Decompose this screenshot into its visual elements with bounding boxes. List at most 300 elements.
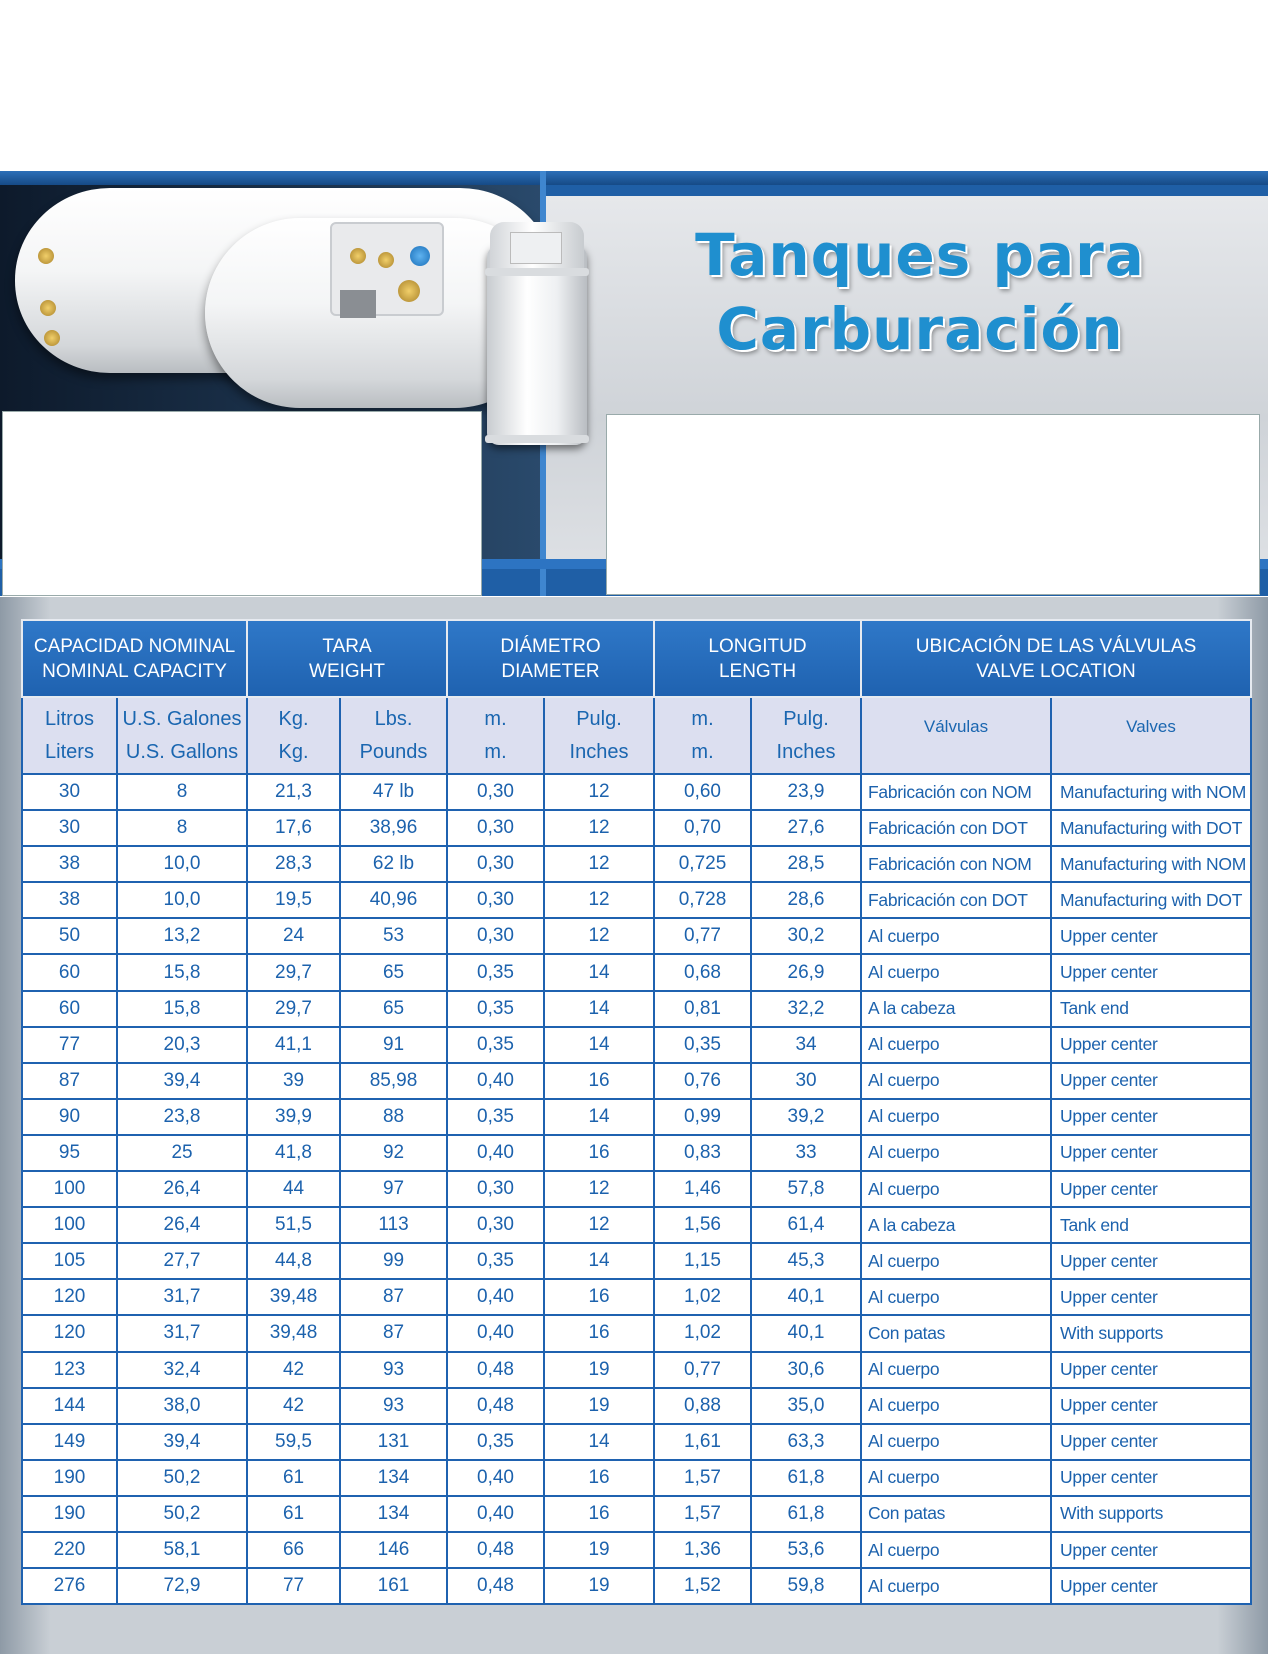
cell-valvulas: Con patas	[861, 1496, 1051, 1532]
brass-fitting-icon	[350, 248, 366, 264]
cell-valvulas: Al cuerpo	[861, 1063, 1051, 1099]
cell-valves: Upper center	[1051, 1171, 1251, 1207]
cell-length-m: 0,35	[654, 1027, 751, 1063]
brass-fitting-icon	[378, 252, 394, 268]
cell-liters: 120	[22, 1315, 117, 1351]
cell-gallons: 13,2	[117, 918, 247, 954]
table-row	[22, 1532, 1251, 1568]
cell-length-m: 1,57	[654, 1496, 751, 1532]
cell-tare-lbs: 131	[340, 1424, 447, 1460]
cell-liters: 38	[22, 846, 117, 882]
cell-length-m: 0,725	[654, 846, 751, 882]
cell-length-inches: 40,1	[751, 1315, 861, 1351]
cell-tare-lbs: 99	[340, 1243, 447, 1279]
group-label-en: DIAMETER	[501, 660, 600, 682]
cell-valves: Manufacturing with NOM	[1051, 846, 1251, 882]
table-row	[22, 882, 1251, 918]
group-label-es: LONGITUD	[708, 635, 807, 657]
cell-tare-lbs: 62 lb	[340, 846, 447, 882]
subheader-pounds	[340, 697, 447, 774]
cell-diameter-m: 0,30	[447, 1171, 544, 1207]
group-label-es: TARA	[322, 635, 372, 657]
cell-valves: Upper center	[1051, 918, 1251, 954]
banner-top-stripe	[0, 171, 1268, 185]
cell-valvulas: Al cuerpo	[861, 1243, 1051, 1279]
cell-liters: 90	[22, 1099, 117, 1135]
cell-gallons: 32,4	[117, 1352, 247, 1388]
brass-fitting-icon	[398, 280, 420, 302]
table-row	[22, 918, 1251, 954]
cell-length-inches: 26,9	[751, 954, 861, 990]
cell-length-inches: 53,6	[751, 1532, 861, 1568]
cell-diameter-m: 0,30	[447, 774, 544, 810]
cell-length-m: 1,02	[654, 1279, 751, 1315]
blank-panel-right	[606, 414, 1260, 595]
cell-tare-kg: 42	[247, 1388, 340, 1424]
cell-diameter-m: 0,40	[447, 1315, 544, 1351]
table-row	[22, 810, 1251, 846]
subheader-es: m.	[691, 707, 714, 730]
group-header-length	[654, 620, 861, 697]
page-title-line-1: Tanques para	[695, 221, 1145, 289]
cylinder-ring	[485, 435, 589, 443]
subheader-es: Kg.	[278, 707, 309, 730]
cell-diameter-m: 0,30	[447, 810, 544, 846]
subheader-en: Liters	[45, 740, 94, 763]
cell-diameter-m: 0,40	[447, 1460, 544, 1496]
cell-length-m: 0,70	[654, 810, 751, 846]
cell-valves: Upper center	[1051, 1460, 1251, 1496]
cell-tare-kg: 39,48	[247, 1279, 340, 1315]
blue-gauge-icon	[410, 246, 430, 266]
table-row	[22, 1568, 1251, 1604]
cell-length-inches: 57,8	[751, 1171, 861, 1207]
brass-fitting-icon	[44, 330, 60, 346]
cell-length-m: 0,68	[654, 954, 751, 990]
cell-tare-lbs: 134	[340, 1496, 447, 1532]
cell-tare-kg: 61	[247, 1496, 340, 1532]
cell-gallons: 26,4	[117, 1171, 247, 1207]
cell-gallons: 15,8	[117, 991, 247, 1027]
cell-length-m: 0,76	[654, 1063, 751, 1099]
subheader-en: Kg.	[278, 740, 309, 763]
cell-tare-kg: 24	[247, 918, 340, 954]
cell-length-m: 1,46	[654, 1171, 751, 1207]
cell-diameter-inches: 16	[544, 1135, 654, 1171]
subheader-length-inches	[751, 697, 861, 774]
cell-tare-kg: 39,48	[247, 1315, 340, 1351]
cell-valvulas: Con patas	[861, 1315, 1051, 1351]
cell-tare-lbs: 146	[340, 1532, 447, 1568]
cell-tare-kg: 29,7	[247, 991, 340, 1027]
cell-diameter-inches: 19	[544, 1388, 654, 1424]
cell-gallons: 39,4	[117, 1063, 247, 1099]
subheader-es: Válvulas	[923, 717, 989, 736]
cell-gallons: 10,0	[117, 846, 247, 882]
cylinder-label-image	[510, 232, 562, 264]
cell-tare-lbs: 88	[340, 1099, 447, 1135]
cell-gallons: 31,7	[117, 1315, 247, 1351]
cell-gallons: 10,0	[117, 882, 247, 918]
cell-valves: Upper center	[1051, 1532, 1251, 1568]
tank-specs-table	[21, 619, 1252, 1605]
cell-diameter-inches: 12	[544, 1207, 654, 1243]
cell-diameter-m: 0,48	[447, 1388, 544, 1424]
cell-valves: Upper center	[1051, 1568, 1251, 1604]
cell-valvulas: Al cuerpo	[861, 954, 1051, 990]
table-row	[22, 1424, 1251, 1460]
cell-tare-kg: 77	[247, 1568, 340, 1604]
cell-valvulas: Al cuerpo	[861, 1279, 1051, 1315]
cell-liters: 149	[22, 1424, 117, 1460]
cell-valvulas: A la cabeza	[861, 991, 1051, 1027]
table-row	[22, 1279, 1251, 1315]
cell-liters: 276	[22, 1568, 117, 1604]
cell-gallons: 26,4	[117, 1207, 247, 1243]
cell-diameter-m: 0,40	[447, 1496, 544, 1532]
cell-valvulas: Al cuerpo	[861, 1171, 1051, 1207]
cell-tare-lbs: 40,96	[340, 882, 447, 918]
cell-diameter-inches: 12	[544, 918, 654, 954]
cell-length-m: 0,88	[654, 1388, 751, 1424]
cell-liters: 95	[22, 1135, 117, 1171]
cell-diameter-inches: 19	[544, 1532, 654, 1568]
table-row	[22, 1135, 1251, 1171]
cell-liters: 50	[22, 918, 117, 954]
table-row	[22, 1207, 1251, 1243]
cell-length-inches: 39,2	[751, 1099, 861, 1135]
cell-valves: Upper center	[1051, 1063, 1251, 1099]
cell-liters: 100	[22, 1171, 117, 1207]
cell-length-inches: 33	[751, 1135, 861, 1171]
subheader-es: m.	[484, 707, 507, 730]
cell-liters: 123	[22, 1352, 117, 1388]
cylinder-ring	[485, 268, 589, 276]
subheader-diameter-m	[447, 697, 544, 774]
cell-valvulas: Al cuerpo	[861, 1352, 1051, 1388]
cell-length-m: 0,728	[654, 882, 751, 918]
table-row	[22, 1063, 1251, 1099]
cell-valvulas: Fabricación con DOT	[861, 882, 1051, 918]
group-header-weight	[247, 620, 447, 697]
page-title-line-2: Carburación	[716, 295, 1124, 363]
cell-gallons: 38,0	[117, 1388, 247, 1424]
group-label-es: DIÁMETRO	[500, 635, 601, 657]
cell-diameter-inches: 14	[544, 1027, 654, 1063]
cell-liters: 220	[22, 1532, 117, 1568]
cell-tare-kg: 44,8	[247, 1243, 340, 1279]
group-label-en: WEIGHT	[309, 660, 386, 682]
cell-length-m: 1,52	[654, 1568, 751, 1604]
cell-length-inches: 63,3	[751, 1424, 861, 1460]
cell-diameter-inches: 16	[544, 1496, 654, 1532]
cell-diameter-m: 0,30	[447, 1207, 544, 1243]
table-body	[22, 774, 1251, 1604]
subheader-liters	[22, 697, 117, 774]
cell-liters: 60	[22, 991, 117, 1027]
cell-valvulas: Al cuerpo	[861, 1027, 1051, 1063]
cell-length-m: 1,56	[654, 1207, 751, 1243]
cell-valves: Upper center	[1051, 1243, 1251, 1279]
cell-tare-lbs: 87	[340, 1315, 447, 1351]
cell-length-inches: 61,8	[751, 1496, 861, 1532]
cell-tare-kg: 66	[247, 1532, 340, 1568]
cell-length-inches: 30,6	[751, 1352, 861, 1388]
cell-diameter-m: 0,35	[447, 1243, 544, 1279]
cell-diameter-m: 0,35	[447, 954, 544, 990]
subheader-es: Valves	[1126, 717, 1176, 736]
cell-tare-kg: 28,3	[247, 846, 340, 882]
cell-liters: 190	[22, 1460, 117, 1496]
subheader-en: U.S. Gallons	[125, 740, 239, 763]
cell-gallons: 8	[117, 774, 247, 810]
cell-tare-kg: 39,9	[247, 1099, 340, 1135]
cell-diameter-m: 0,35	[447, 1027, 544, 1063]
cell-diameter-m: 0,30	[447, 918, 544, 954]
subheader-kg	[247, 697, 340, 774]
cell-diameter-inches: 16	[544, 1063, 654, 1099]
table-row	[22, 991, 1251, 1027]
cell-valvulas: Al cuerpo	[861, 1099, 1051, 1135]
cell-length-m: 0,99	[654, 1099, 751, 1135]
cell-diameter-inches: 16	[544, 1315, 654, 1351]
cell-tare-kg: 42	[247, 1352, 340, 1388]
brass-fitting-icon	[38, 248, 54, 264]
cell-diameter-inches: 12	[544, 1171, 654, 1207]
cell-valves: Manufacturing with NOM	[1051, 774, 1251, 810]
subheader-es: Pulg.	[783, 707, 829, 730]
cell-tare-lbs: 134	[340, 1460, 447, 1496]
group-label-es: CAPACIDAD NOMINAL	[33, 635, 236, 657]
cell-liters: 120	[22, 1279, 117, 1315]
cell-gallons: 72,9	[117, 1568, 247, 1604]
cell-length-inches: 28,6	[751, 882, 861, 918]
cell-length-m: 1,57	[654, 1460, 751, 1496]
cell-liters: 144	[22, 1388, 117, 1424]
table-row	[22, 1099, 1251, 1135]
cell-diameter-m: 0,30	[447, 882, 544, 918]
subheader-diameter-inches	[544, 697, 654, 774]
cell-diameter-m: 0,48	[447, 1532, 544, 1568]
cell-gallons: 15,8	[117, 954, 247, 990]
cell-liters: 38	[22, 882, 117, 918]
cell-liters: 87	[22, 1063, 117, 1099]
cell-diameter-inches: 12	[544, 810, 654, 846]
cell-tare-lbs: 65	[340, 954, 447, 990]
cell-length-inches: 34	[751, 1027, 861, 1063]
group-label-en: LENGTH	[718, 660, 797, 682]
cell-liters: 77	[22, 1027, 117, 1063]
subheader-en: m.	[484, 740, 507, 763]
cell-tare-kg: 51,5	[247, 1207, 340, 1243]
cell-valves: Upper center	[1051, 954, 1251, 990]
cell-liters: 30	[22, 810, 117, 846]
cell-gallons: 25	[117, 1135, 247, 1171]
cell-gallons: 39,4	[117, 1424, 247, 1460]
subheader-es: Pulg.	[576, 707, 622, 730]
cell-length-m: 0,81	[654, 991, 751, 1027]
cell-diameter-m: 0,40	[447, 1279, 544, 1315]
cell-tare-kg: 39	[247, 1063, 340, 1099]
cell-tare-kg: 29,7	[247, 954, 340, 990]
cell-tare-lbs: 87	[340, 1279, 447, 1315]
cell-liters: 100	[22, 1207, 117, 1243]
cell-diameter-m: 0,48	[447, 1568, 544, 1604]
subheader-valves	[1051, 697, 1251, 774]
cell-valvulas: Al cuerpo	[861, 1388, 1051, 1424]
cell-length-inches: 40,1	[751, 1279, 861, 1315]
cell-diameter-m: 0,35	[447, 991, 544, 1027]
subheader-es: Lbs.	[374, 707, 413, 730]
cell-length-inches: 32,2	[751, 991, 861, 1027]
cell-tare-lbs: 38,96	[340, 810, 447, 846]
cell-diameter-inches: 16	[544, 1460, 654, 1496]
cell-diameter-inches: 19	[544, 1568, 654, 1604]
cell-valvulas: Fabricación con DOT	[861, 810, 1051, 846]
subheader-es: Litros	[45, 707, 94, 730]
cell-tare-kg: 17,6	[247, 810, 340, 846]
cell-tare-kg: 41,1	[247, 1027, 340, 1063]
group-label-en: VALVE LOCATION	[976, 660, 1136, 682]
group-header-diameter	[447, 620, 654, 697]
subheader-valvulas	[861, 697, 1051, 774]
cell-liters: 60	[22, 954, 117, 990]
table-row	[22, 954, 1251, 990]
cell-diameter-m: 0,35	[447, 1099, 544, 1135]
cell-valves: Upper center	[1051, 1352, 1251, 1388]
cell-length-m: 1,02	[654, 1315, 751, 1351]
cell-length-inches: 35,0	[751, 1388, 861, 1424]
cell-diameter-inches: 14	[544, 1424, 654, 1460]
table-row	[22, 1496, 1251, 1532]
cell-length-m: 1,36	[654, 1532, 751, 1568]
cell-gallons: 50,2	[117, 1496, 247, 1532]
cell-tare-lbs: 93	[340, 1352, 447, 1388]
cell-gallons: 31,7	[117, 1279, 247, 1315]
cell-valves: With supports	[1051, 1496, 1251, 1532]
cell-valvulas: Fabricación con NOM	[861, 846, 1051, 882]
subheader-gallons	[117, 697, 247, 774]
cell-length-inches: 61,4	[751, 1207, 861, 1243]
table-row	[22, 1027, 1251, 1063]
cell-length-m: 1,15	[654, 1243, 751, 1279]
cell-diameter-inches: 12	[544, 846, 654, 882]
subheader-en: Pounds	[359, 740, 428, 763]
cell-gallons: 8	[117, 810, 247, 846]
cell-liters: 105	[22, 1243, 117, 1279]
cell-length-m: 0,83	[654, 1135, 751, 1171]
cell-tare-lbs: 65	[340, 991, 447, 1027]
cell-valves: Manufacturing with DOT	[1051, 882, 1251, 918]
cell-tare-lbs: 97	[340, 1171, 447, 1207]
group-header-capacity	[22, 620, 247, 697]
cell-valves: Tank end	[1051, 1207, 1251, 1243]
blank-panel-left	[2, 411, 482, 596]
table-row	[22, 1460, 1251, 1496]
cell-tare-lbs: 53	[340, 918, 447, 954]
table-row	[22, 1243, 1251, 1279]
cell-valves: Manufacturing with DOT	[1051, 810, 1251, 846]
cell-gallons: 23,8	[117, 1099, 247, 1135]
cell-gallons: 20,3	[117, 1027, 247, 1063]
table-row	[22, 1171, 1251, 1207]
cell-valves: Upper center	[1051, 1279, 1251, 1315]
subheader-en: Inches	[776, 740, 836, 763]
cell-diameter-m: 0,35	[447, 1424, 544, 1460]
cell-diameter-inches: 12	[544, 774, 654, 810]
cell-tare-kg: 41,8	[247, 1135, 340, 1171]
cell-length-inches: 30,2	[751, 918, 861, 954]
cell-length-inches: 28,5	[751, 846, 861, 882]
table-row	[22, 1352, 1251, 1388]
cell-valvulas: Al cuerpo	[861, 1460, 1051, 1496]
cell-valves: Upper center	[1051, 1388, 1251, 1424]
cell-diameter-inches: 14	[544, 991, 654, 1027]
subheader-en: Inches	[569, 740, 629, 763]
cell-length-inches: 45,3	[751, 1243, 861, 1279]
group-header-valve-location	[861, 620, 1251, 697]
cell-tare-lbs: 113	[340, 1207, 447, 1243]
cell-valvulas: Al cuerpo	[861, 1568, 1051, 1604]
subheader-length-m	[654, 697, 751, 774]
table-row	[22, 1388, 1251, 1424]
cell-tare-lbs: 85,98	[340, 1063, 447, 1099]
cell-tare-kg: 59,5	[247, 1424, 340, 1460]
cell-diameter-m: 0,40	[447, 1135, 544, 1171]
cell-length-inches: 30	[751, 1063, 861, 1099]
cell-diameter-inches: 14	[544, 954, 654, 990]
cell-length-m: 0,77	[654, 1352, 751, 1388]
table-group-header	[22, 620, 1251, 697]
cell-valvulas: A la cabeza	[861, 1207, 1051, 1243]
cell-valves: Upper center	[1051, 1135, 1251, 1171]
cell-valvulas: Al cuerpo	[861, 1532, 1051, 1568]
group-label-en: NOMINAL CAPACITY	[42, 660, 227, 682]
cell-tare-kg: 44	[247, 1171, 340, 1207]
cell-diameter-inches: 14	[544, 1243, 654, 1279]
cell-diameter-inches: 16	[544, 1279, 654, 1315]
cell-tare-lbs: 47 lb	[340, 774, 447, 810]
brass-fitting-icon	[40, 300, 56, 316]
cell-valvulas: Al cuerpo	[861, 1135, 1051, 1171]
cell-length-inches: 27,6	[751, 810, 861, 846]
group-label-es: UBICACIÓN DE LAS VÁLVULAS	[915, 635, 1197, 657]
cell-valvulas: Al cuerpo	[861, 1424, 1051, 1460]
cell-length-m: 1,61	[654, 1424, 751, 1460]
gauge-plate-image	[340, 290, 376, 318]
cell-gallons: 27,7	[117, 1243, 247, 1279]
cell-length-m: 0,77	[654, 918, 751, 954]
cell-diameter-inches: 14	[544, 1099, 654, 1135]
cell-diameter-m: 0,48	[447, 1352, 544, 1388]
cell-tare-kg: 21,3	[247, 774, 340, 810]
cell-tare-lbs: 91	[340, 1027, 447, 1063]
cell-valves: Upper center	[1051, 1424, 1251, 1460]
cell-tare-lbs: 93	[340, 1388, 447, 1424]
subheader-es: U.S. Galones	[122, 707, 242, 730]
cell-tare-kg: 19,5	[247, 882, 340, 918]
table-sub-header	[22, 697, 1251, 774]
cell-valves: With supports	[1051, 1315, 1251, 1351]
cell-length-inches: 23,9	[751, 774, 861, 810]
table-row	[22, 846, 1251, 882]
cell-tare-lbs: 92	[340, 1135, 447, 1171]
cell-valves: Tank end	[1051, 991, 1251, 1027]
cell-valves: Upper center	[1051, 1099, 1251, 1135]
subheader-en: m.	[691, 740, 714, 763]
cell-length-m: 0,60	[654, 774, 751, 810]
cell-liters: 30	[22, 774, 117, 810]
